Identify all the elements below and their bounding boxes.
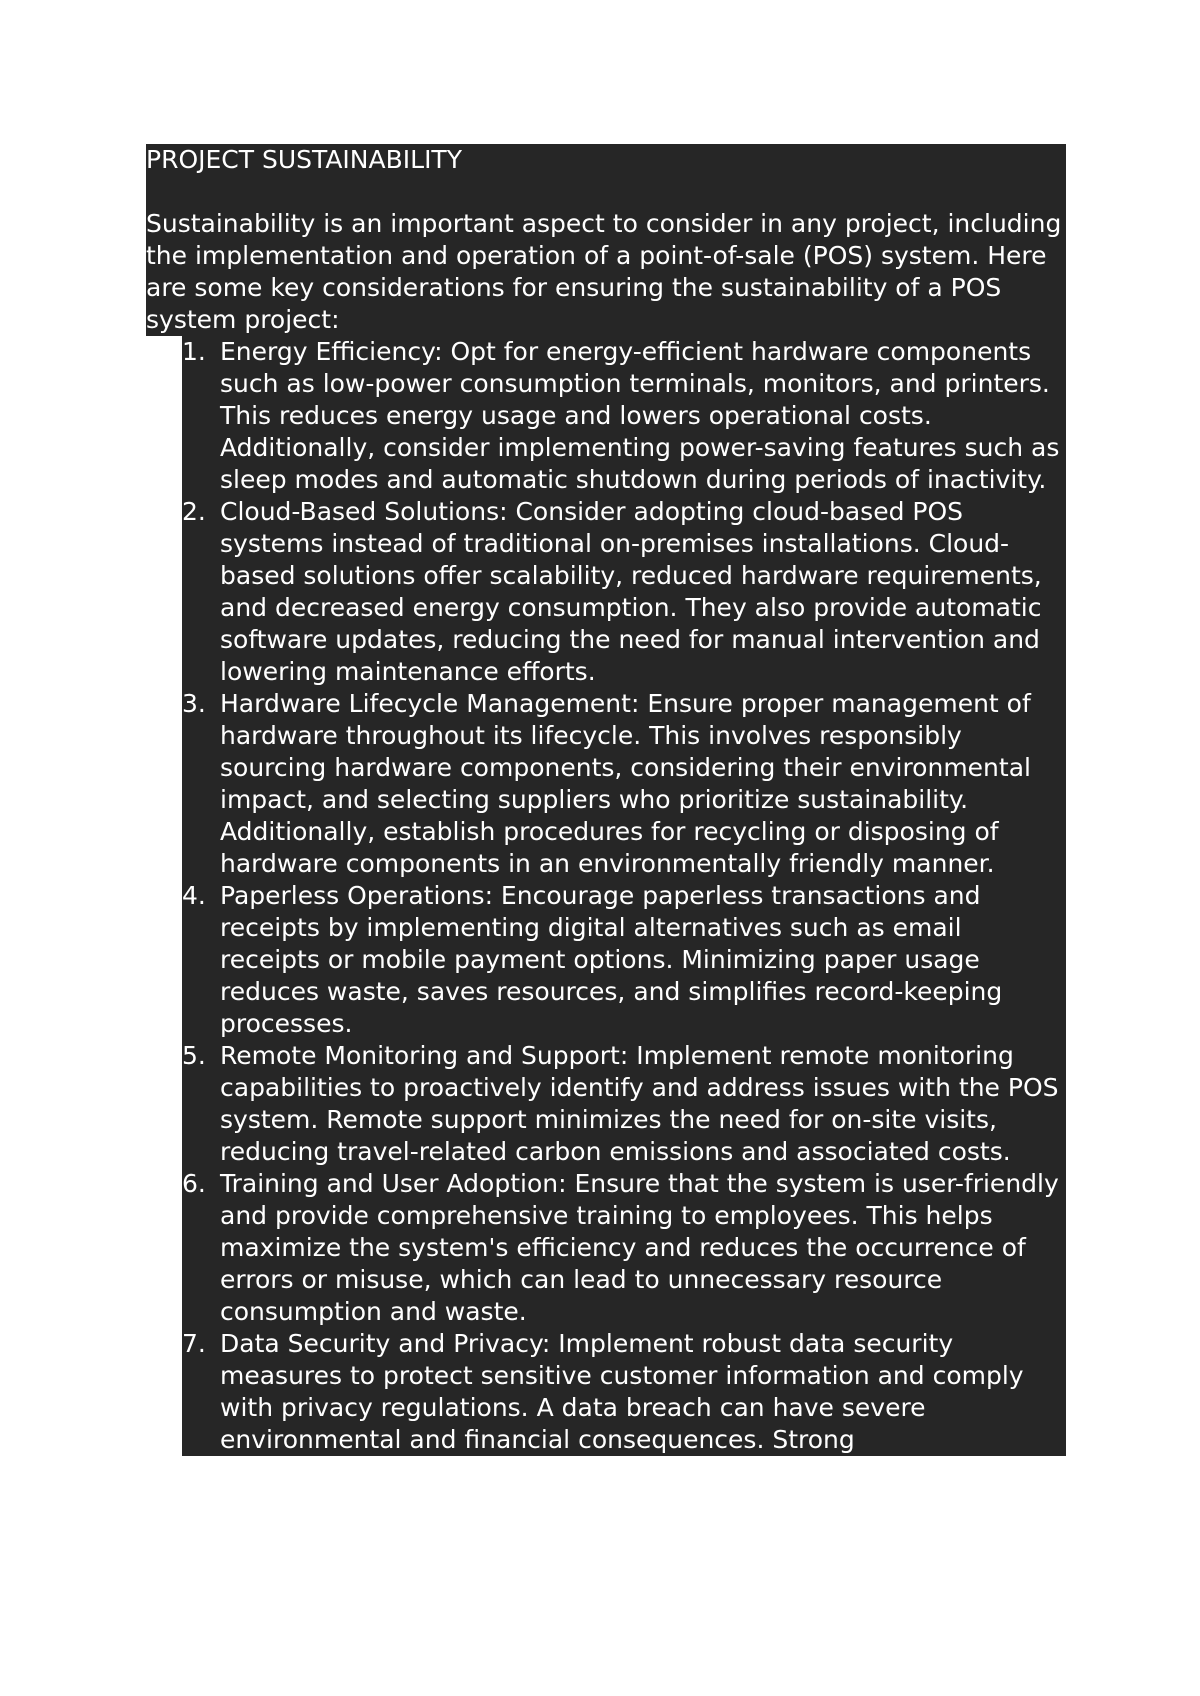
list-number: 1. [182,337,206,366]
list-item [182,688,1066,880]
list-item [182,1168,1066,1328]
list-item [182,496,1066,688]
list-number: 2. [182,497,206,526]
list-number: 3. [182,689,206,718]
considerations-list [182,336,1066,1456]
list-item [182,336,1066,496]
document-page [146,144,1066,1456]
list-item-text: Remote Monitoring and Support: Implement remote monitoring capabilities to proactively identify and address issues with the POS system. Remote support minimizes the need for on-site visits, reducing travel-related carbon emissions and associated costs. [220,1041,1059,1166]
list-item [182,1328,1066,1456]
list-item-text: Training and User Adoption: Ensure that the system is user-friendly and provide comprehensive training to employees. This helps maximize the system's efficiency and reduces the occurrence of errors or misuse, which can lead to unnecessary resource consumption and waste. [220,1169,1059,1326]
list-item-text: Data Security and Privacy: Implement robust data security measures to protect sensitive customer information and comply with privacy regulations. A data breach can have severe environmental and financial consequences. Strong [220,1329,1024,1454]
list-item-text: Hardware Lifecycle Management: Ensure proper management of hardware throughout its lifecycle. This involves responsibly sourcing hardware components, considering their environmental impact, and selecting suppliers who prioritize sustainability. Additionally, establish procedures for recycling or disposing of hardware components in an environmentally friendly manner. [220,689,1031,878]
list-number: 5. [182,1041,206,1070]
list-number: 6. [182,1169,206,1198]
intro-block [146,144,1066,336]
list-item [182,880,1066,1040]
document-title: PROJECT SUSTAINABILITY [146,145,462,174]
list-number: 7. [182,1329,206,1358]
list-item-text: Paperless Operations: Encourage paperless transactions and receipts by implementing digital alternatives such as email receipts or mobile payment options. Minimizing paper usage reduces waste, saves resources, and simplifies record-keeping processes. [220,881,1003,1038]
list-number: 4. [182,881,206,910]
blank-line [146,176,1066,208]
list-item-text: Energy Efficiency: Opt for energy-efficient hardware components such as low-power consumption terminals, monitors, and printers. This reduces energy usage and lowers operational costs. Additionally, consider implementing power-saving features such as sleep modes and automatic shutdown during periods of inactivity. [220,337,1060,494]
list-item-text: Cloud-Based Solutions: Consider adopting cloud-based POS systems instead of traditional on-premises installations. Cloud-based solutions offer scalability, reduced hardware requirements, and decreased energy consumption. They also provide automatic software updates, reducing the need for manual intervention and lowering maintenance efforts. [220,497,1042,686]
list-item [182,1040,1066,1168]
intro-paragraph: Sustainability is an important aspect to consider in any project, including the implementation and operation of a point-of-sale (POS) system. Here are some key considerations for ensuring the sustainability of a POS system project: [146,209,1062,334]
